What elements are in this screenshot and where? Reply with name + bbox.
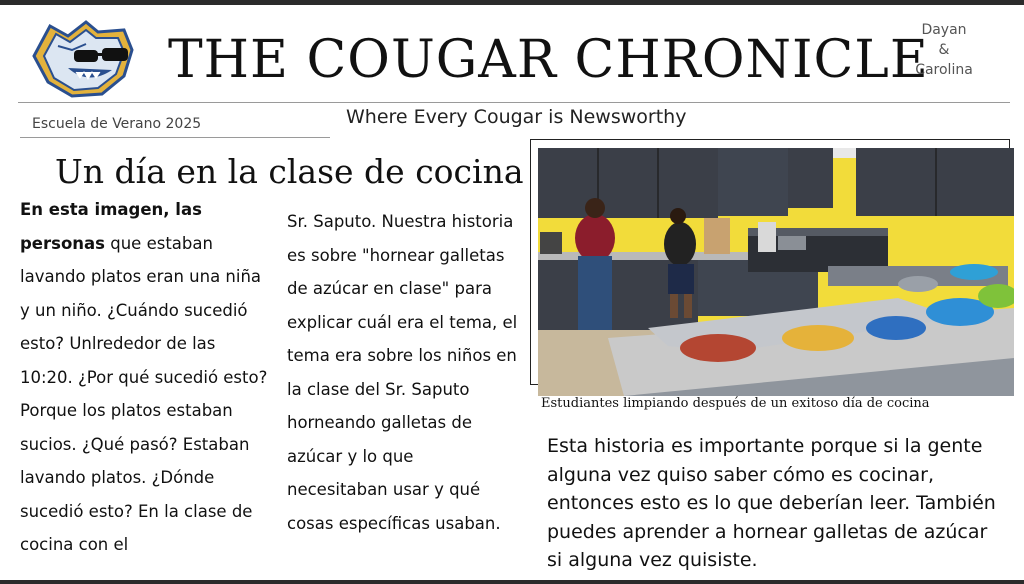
masthead-divider bbox=[18, 102, 1010, 103]
lead-bold-text: En esta imagen, las personas bbox=[20, 200, 202, 253]
author-ampersand: & bbox=[938, 42, 950, 58]
author-1: Dayan bbox=[921, 22, 967, 38]
author-2: Carolina bbox=[915, 62, 973, 78]
column-1-text: que estaban lavando platos eran una niña y un niño. ¿Cuándo sucedió esto? Unlrededor de las 10:20. ¿Por qué sucedió esto? Porque los platos estaban sucios. ¿Qué pasó? Estaban lavando platos. ¿Dónde sucedió esto? En la clase de cocina con el bbox=[20, 233, 268, 554]
edition-label: Escuela de Verano 2025 bbox=[32, 116, 202, 132]
top-border bbox=[0, 0, 1024, 5]
closing-paragraph: Esta historia es importante porque si la gente alguna vez quiso saber cómo es cocinar, entonces esto es lo que deberían leer. También puedes aprender a hornear galletas de azúcar si alguna vez quisiste. bbox=[547, 435, 996, 571]
bottom-border bbox=[0, 580, 1024, 584]
kitchen-photo bbox=[538, 148, 1014, 396]
edition-divider bbox=[20, 137, 330, 138]
newspaper-title: THE COUGAR CHRONICLE bbox=[168, 30, 929, 90]
cougar-logo-icon bbox=[28, 16, 138, 98]
author-names bbox=[904, 20, 984, 80]
article-column-2: Sr. Saputo. Nuestra historia es sobre "hornear galletas de azúcar en clase" para explicar cuál era el tema, el tema era sobre los niños en la clase del Sr. Saputo horneando galletas de azúcar y lo que necesitaban usar y qué cosas específicas usaban. bbox=[287, 212, 518, 533]
article-column-1 bbox=[20, 193, 270, 562]
tagline: Where Every Cougar is Newsworthy bbox=[346, 106, 687, 128]
article-headline: Un día en la clase de cocina bbox=[55, 152, 524, 191]
photo-caption: Estudiantes limpiando después de un exitoso día de cocina bbox=[541, 396, 930, 411]
